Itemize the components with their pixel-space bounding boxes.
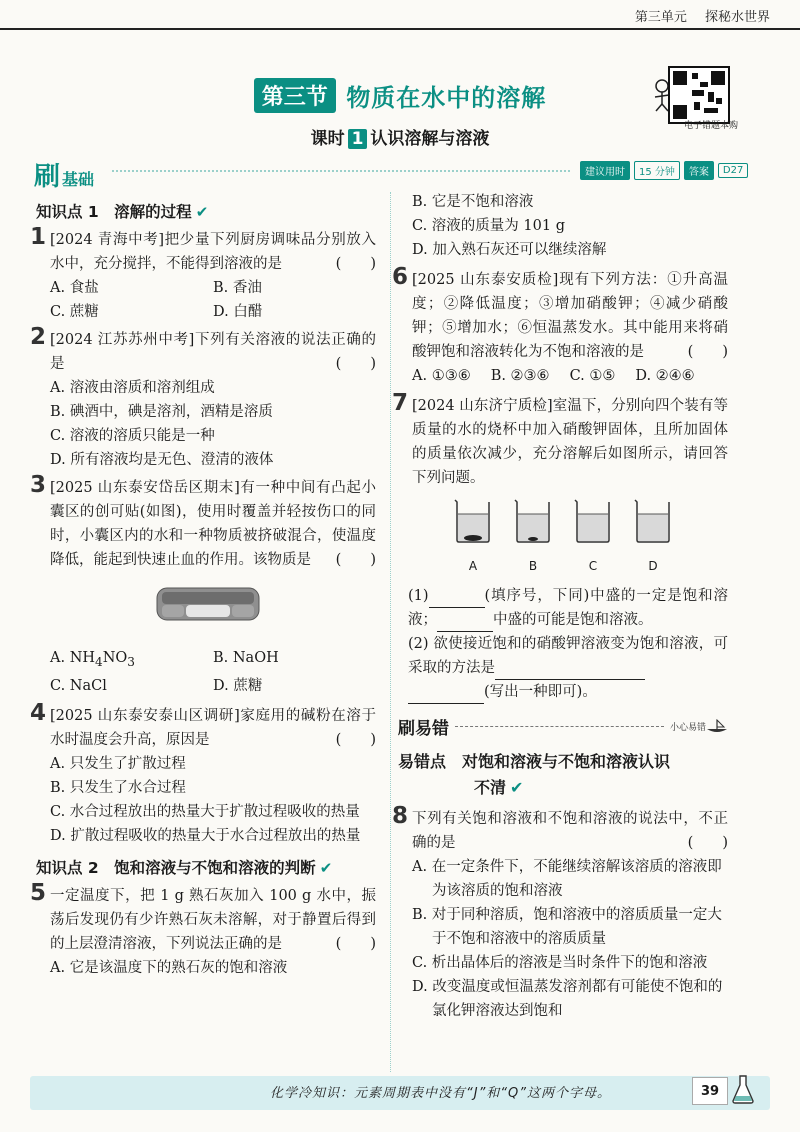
brush-basics-logo bbox=[34, 156, 94, 193]
qr-code-icon[interactable] bbox=[668, 66, 730, 124]
question-stem: [2024 江苏苏州中考]下列有关溶液的说法正确的是 bbox=[50, 332, 376, 372]
beakers-figure bbox=[398, 498, 728, 578]
option: C. 溶液的溶质只能是一种 bbox=[50, 428, 215, 444]
answer-paren: ( ) bbox=[687, 835, 728, 851]
answer-blank[interactable] bbox=[429, 592, 485, 608]
part-text: (2) 欲使接近饱和的硝酸钾溶液变为饱和溶液，可采取的方法是 bbox=[408, 636, 728, 676]
option: D. 改变温度或恒温蒸发溶剂都有可能使不饱和的氯化钾溶液达到饱和 bbox=[412, 979, 723, 1019]
question-7 bbox=[392, 390, 728, 704]
beaker-label: A bbox=[468, 559, 478, 573]
beaker-a bbox=[452, 498, 494, 578]
option: B. 碘酒中，碘是溶剂，酒精是溶质 bbox=[50, 404, 273, 420]
part-text: 中盛的可能是饱和溶液。 bbox=[493, 612, 653, 628]
beaker-icon bbox=[452, 498, 494, 544]
answer-page: D27 bbox=[718, 163, 748, 178]
answer-paren: ( ) bbox=[335, 731, 376, 748]
answer-label: 答案 bbox=[684, 161, 714, 180]
option: A. 在一定条件下，不能继续溶解该溶质的溶液即为该溶质的饱和溶液 bbox=[412, 859, 722, 899]
question-number: 8 bbox=[392, 803, 409, 829]
column-divider bbox=[390, 192, 391, 1072]
question-stem: [2024 山东济宁质检]室温下，分别向四个装有等质量的水的烧杯中加入硝酸钾固体，且所加固体的质量依次减少，充分溶解后如图所示，请回答下列问题。 bbox=[412, 398, 728, 486]
answer-paren: ( ) bbox=[335, 935, 376, 952]
bandage-illustration bbox=[156, 584, 260, 624]
option: A. 食盐 bbox=[50, 280, 99, 296]
dashed-arrow bbox=[455, 726, 664, 727]
question-6 bbox=[392, 264, 728, 388]
unit-number: 第三单元 bbox=[634, 10, 687, 25]
error-prone-logo: 刷易错 bbox=[398, 719, 449, 739]
beaker-label: D bbox=[648, 559, 658, 573]
option: C. NaCl bbox=[50, 677, 107, 694]
option: B. 香油 bbox=[213, 280, 262, 296]
lesson-title-row bbox=[0, 124, 800, 149]
question-5 bbox=[30, 879, 376, 980]
unit-title: 探秘水世界 bbox=[704, 10, 770, 25]
beaker-icon bbox=[572, 498, 614, 544]
subscript: 3 bbox=[127, 654, 135, 669]
answer-paren: ( ) bbox=[335, 356, 376, 372]
brush-logo-big: 刷 bbox=[34, 162, 61, 192]
question-stem: 一定温度下，把 1 g 熟石灰加入 100 g 水中，振荡后发现仍有少许熟石灰未溶解，对于静置后得到的上层澄清溶液，下列说法正确的是 bbox=[50, 887, 376, 952]
section-badge: 第三节 bbox=[254, 78, 336, 113]
error-prone-tag: 小心易错 bbox=[669, 723, 706, 733]
option: C. 水合过程放出的热量大于扩散过程吸收的热量 bbox=[50, 803, 360, 820]
question-2 bbox=[30, 324, 376, 472]
section-title: 物质在水中的溶解 bbox=[346, 84, 547, 112]
option: A. 它是该温度下的熟石灰的饱和溶液 bbox=[50, 959, 288, 976]
error-point-text: 对饱和溶液与不饱和溶液认识 bbox=[462, 752, 671, 771]
question-1 bbox=[30, 224, 376, 324]
check-icon: ✔ bbox=[510, 778, 524, 797]
lesson-prefix: 课时 bbox=[310, 129, 345, 149]
question-number: 1 bbox=[30, 224, 47, 250]
dotted-rule bbox=[112, 170, 570, 172]
running-header bbox=[635, 6, 770, 25]
lesson-title: 认识溶解与溶液 bbox=[370, 129, 490, 149]
kp2-title: 知识点 2 饱和溶液与不饱和溶液的判断 bbox=[36, 858, 316, 877]
answer-blank[interactable] bbox=[495, 664, 645, 680]
question-number: 3 bbox=[30, 472, 47, 498]
option: D. 加入熟石灰还可以继续溶解 bbox=[412, 242, 607, 258]
answer-paren: ( ) bbox=[335, 256, 376, 272]
question-5-continued bbox=[398, 190, 728, 262]
knowledge-point-1 bbox=[36, 200, 376, 222]
question-stem: [2025 山东泰安泰山区调研]家庭用的碱粉在溶于水时温度会升高，原因是 bbox=[50, 707, 376, 748]
answer-blank[interactable] bbox=[408, 688, 484, 704]
right-column bbox=[392, 190, 728, 1027]
boat-icon bbox=[706, 719, 728, 735]
question-8 bbox=[392, 803, 728, 1023]
option: A. 溶液由溶质和溶剂组成 bbox=[50, 380, 215, 396]
time-label: 建议用时 bbox=[580, 161, 630, 180]
qr-label: 电子错题本购 bbox=[683, 121, 738, 131]
option: B. NaOH bbox=[213, 650, 279, 666]
flask-icon bbox=[732, 1074, 754, 1104]
answer-paren: ( ) bbox=[687, 344, 728, 360]
check-icon: ✔ bbox=[319, 858, 333, 877]
part-text: (写出一种即可)。 bbox=[484, 684, 597, 700]
page-number: 39 bbox=[692, 1077, 728, 1105]
subscript: 4 bbox=[95, 654, 103, 669]
option: A. 只发生了扩散过程 bbox=[50, 755, 186, 772]
option: C. 蔗糖 bbox=[50, 304, 99, 320]
option: B. 对于同种溶质，饱和溶液中的溶质质量一定大于不饱和溶液中的溶质质量 bbox=[412, 907, 722, 947]
option: C. 析出晶体后的溶液是当时条件下的饱和溶液 bbox=[412, 955, 708, 971]
lesson-number: 1 bbox=[348, 129, 368, 149]
option: D. 白醋 bbox=[213, 304, 263, 320]
beaker-icon bbox=[512, 498, 554, 544]
q7-part-2 bbox=[398, 632, 728, 704]
beaker-c bbox=[572, 498, 614, 578]
error-point-label: 易错点 bbox=[398, 752, 447, 771]
part-text: (填序号，下同)中盛的一定是饱和溶液； bbox=[408, 588, 728, 628]
part-label: (1) bbox=[408, 588, 429, 604]
question-number: 6 bbox=[392, 264, 409, 290]
option: D. ②④⑥ bbox=[635, 368, 695, 384]
question-4 bbox=[30, 699, 376, 848]
error-prone-bar bbox=[398, 714, 728, 739]
beaker-label: B bbox=[528, 559, 538, 573]
error-point-text-cont: 不清 bbox=[474, 778, 507, 797]
error-point-title bbox=[398, 749, 728, 801]
brush-logo-small: 基础 bbox=[62, 170, 95, 189]
option: C. ①⑤ bbox=[569, 368, 616, 384]
option: B. 只发生了水合过程 bbox=[50, 779, 186, 796]
question-3 bbox=[30, 472, 376, 698]
beaker-b bbox=[512, 498, 554, 578]
answer-paren: ( ) bbox=[335, 552, 376, 568]
option: B. ②③⑥ bbox=[490, 368, 550, 384]
option: D. 蔗糖 bbox=[213, 677, 263, 694]
question-stem: [2025 山东泰安岱岳区期末]有一种中间有凸起小囊区的创可贴(如图)，使用时覆盖并轻按伤口的同时，小囊区内的水和一种物质被挤破混合，使温度降低，能起到快速止血的作用。该物质是 bbox=[50, 480, 376, 568]
question-stem: 下列有关饱和溶液和不饱和溶液的说法中，不正确的是 bbox=[412, 811, 728, 851]
kp1-title: 知识点 1 溶解的过程 bbox=[36, 203, 192, 221]
question-number: 7 bbox=[392, 390, 409, 416]
option: B. 它是不饱和溶液 bbox=[412, 194, 534, 210]
option: D. 所有溶液均是无色、澄清的液体 bbox=[50, 452, 274, 468]
time-box bbox=[580, 161, 748, 180]
header-rule bbox=[0, 28, 800, 30]
option: A. ①③⑥ bbox=[412, 368, 471, 384]
answer-blank[interactable] bbox=[437, 616, 493, 632]
option-a-text: A. NH bbox=[50, 650, 96, 666]
option: C. 溶液的质量为 101 g bbox=[412, 218, 565, 234]
question-stem: [2025 山东泰安质检]现有下列方法：①升高温度；②降低温度；③增加硝酸钾；④减少硝酸钾；⑤增加水；⑥恒温蒸发水。其中能用来将硝酸钾饱和溶液转化为不饱和溶液的是 bbox=[412, 272, 728, 360]
time-value: 15 分钟 bbox=[634, 161, 680, 180]
option bbox=[50, 646, 213, 674]
knowledge-point-2 bbox=[36, 856, 376, 878]
question-number: 4 bbox=[30, 699, 47, 726]
question-stem: [2024 青海中考]把少量下列厨房调味品分别放入水中，充分搅拌，不能得到溶液的是 bbox=[50, 232, 376, 272]
footer-fun-fact: 化学冷知识：元素周期表中没有“J”和“Q”这两个字母。 bbox=[270, 1086, 612, 1101]
check-icon: ✔ bbox=[195, 203, 209, 221]
beaker-d bbox=[632, 498, 674, 578]
question-number: 5 bbox=[30, 879, 47, 906]
left-column bbox=[30, 196, 376, 984]
q7-part-1 bbox=[398, 584, 728, 632]
question-number: 2 bbox=[30, 324, 47, 350]
option-a-text: NO bbox=[102, 650, 128, 666]
beaker-label: C bbox=[588, 559, 598, 573]
beaker-icon bbox=[632, 498, 674, 544]
option: D. 扩散过程吸收的热量大于水合过程放出的热量 bbox=[50, 827, 361, 844]
